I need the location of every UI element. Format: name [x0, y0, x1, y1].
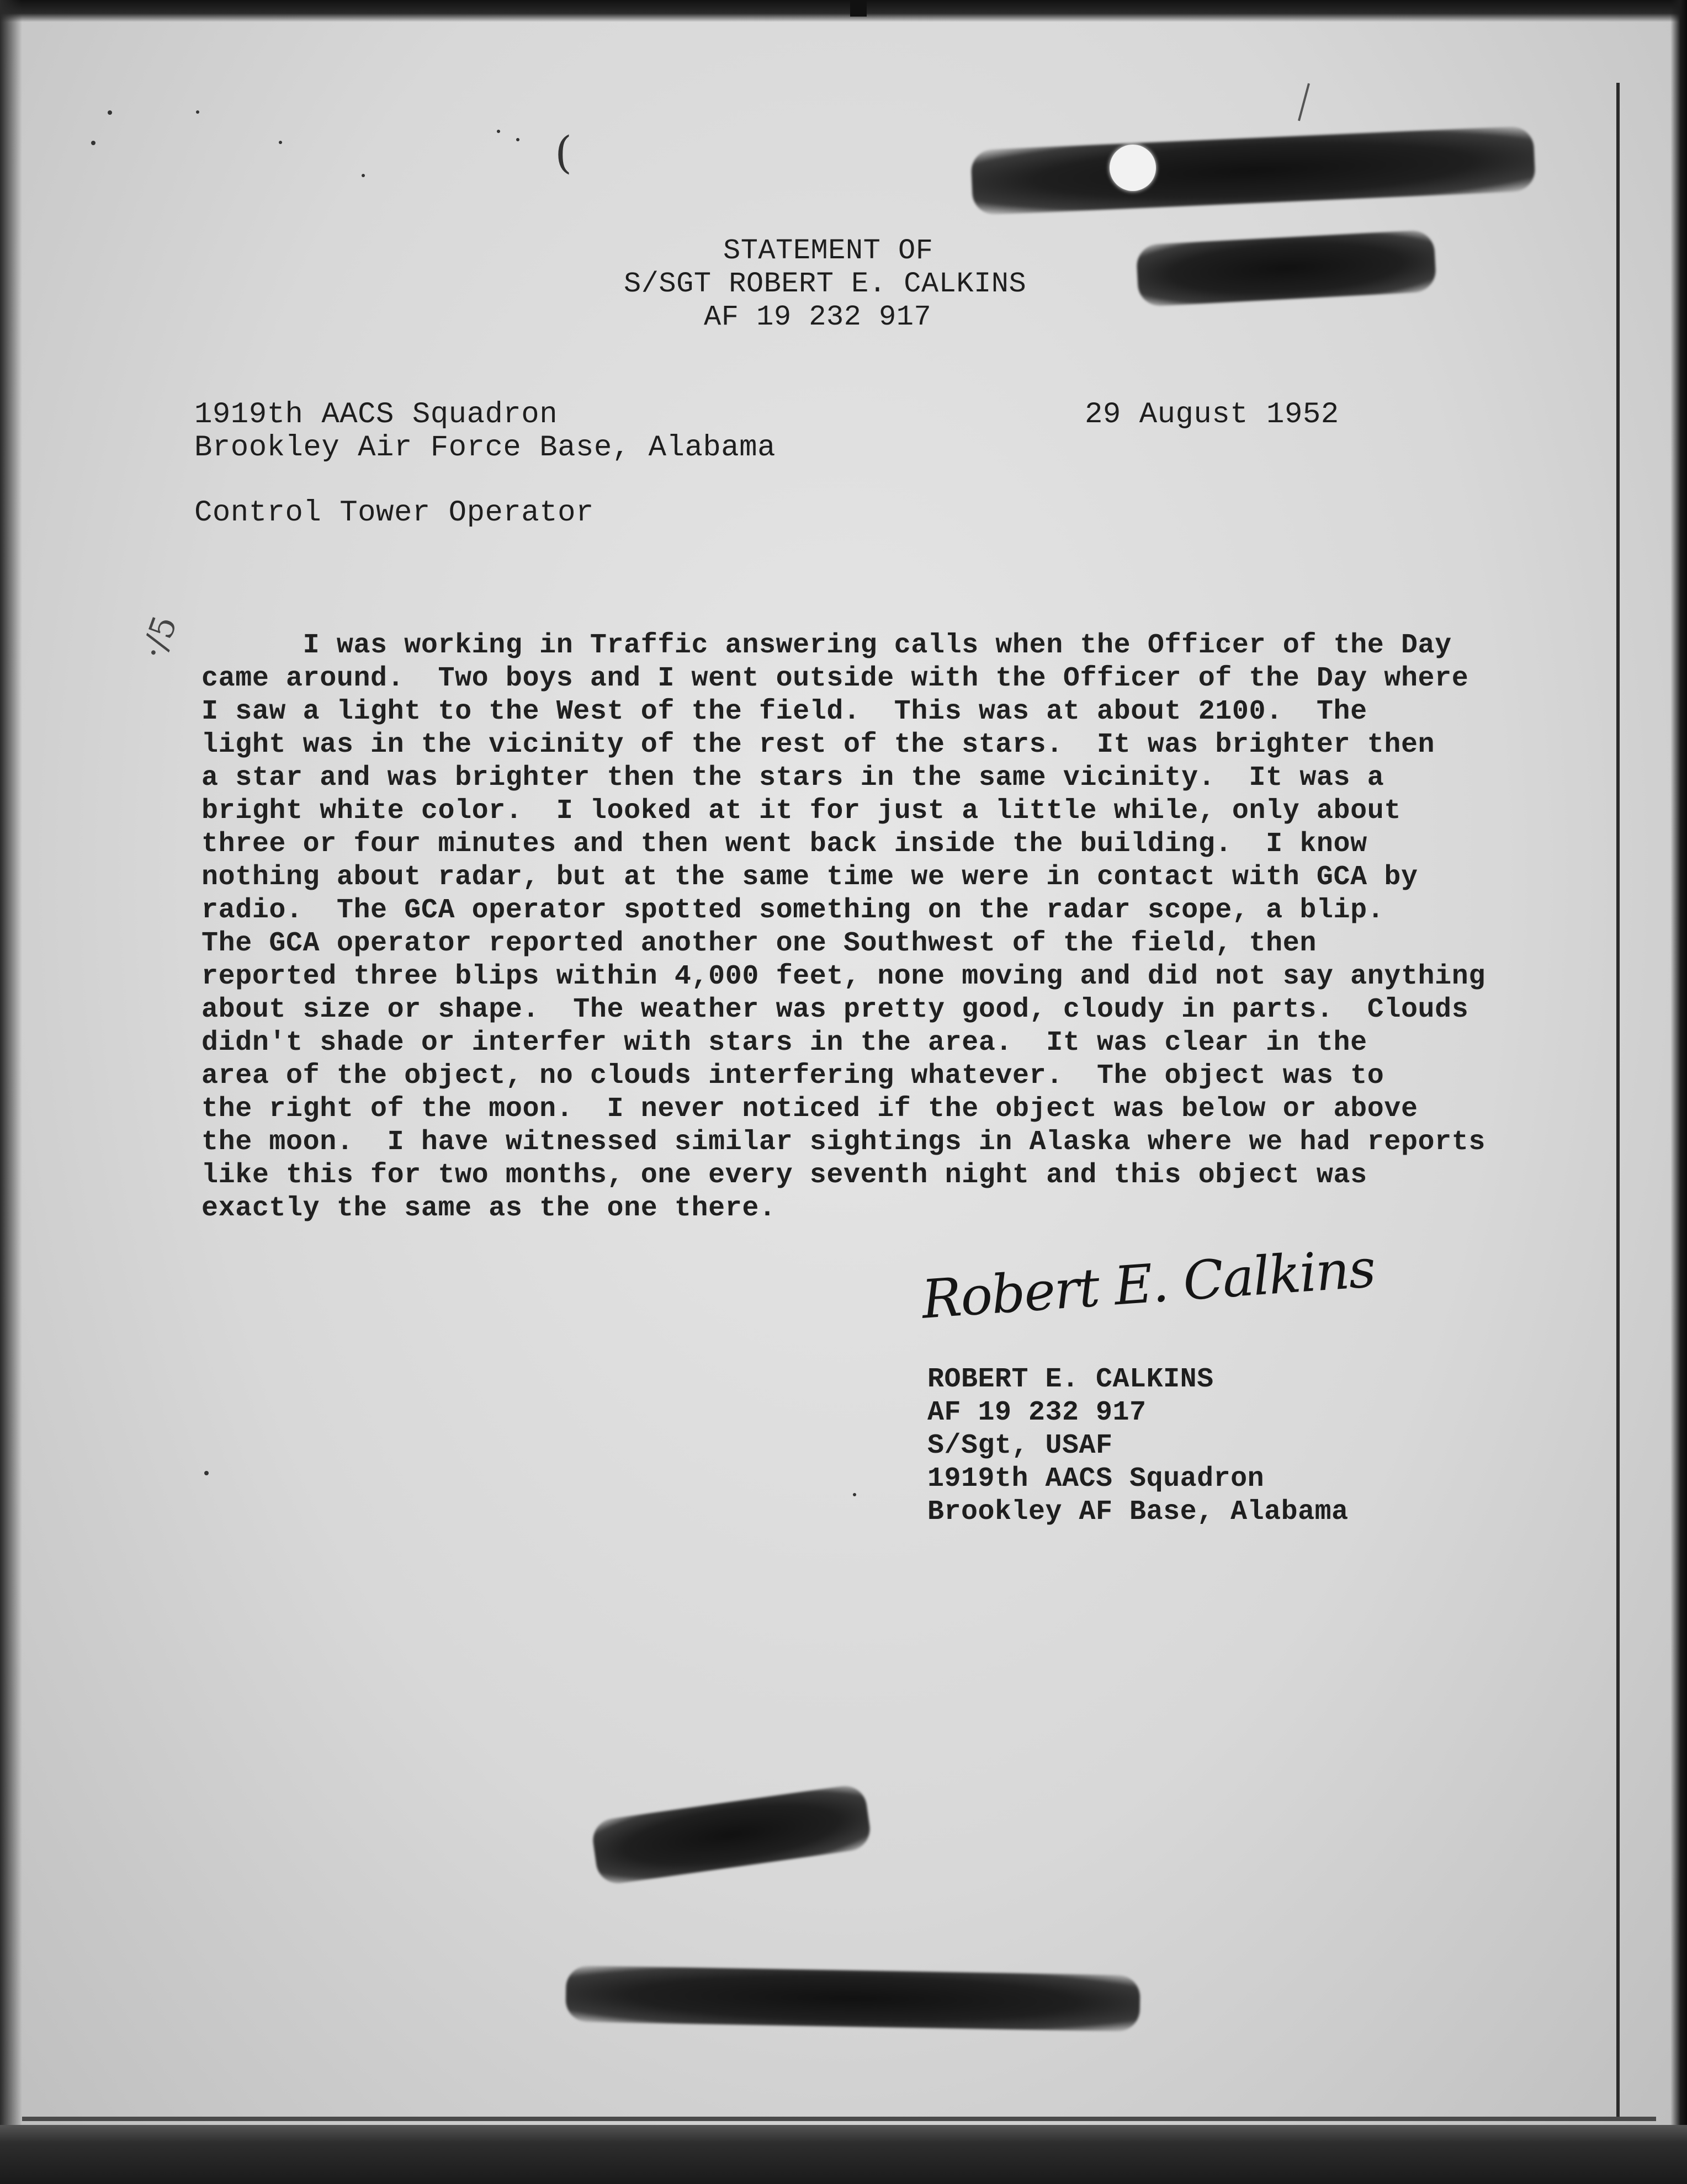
body-line: the moon. I have witnessed similar sightings in Alaska where we had reports	[201, 1126, 1486, 1158]
signer-unit: 1919th AACS Squadron	[927, 1463, 1265, 1495]
body-line: didn't shade or interfer with stars in the area. It was clear in the	[201, 1027, 1367, 1059]
statement-serial-heading: AF 19 232 917	[704, 301, 932, 333]
body-line: The GCA operator reported another one Southwest of the field, then	[201, 928, 1317, 959]
statement-heading: STATEMENT OF	[723, 235, 933, 267]
signature-block	[927, 1363, 1349, 1529]
speck	[204, 1471, 209, 1475]
redaction-mark	[590, 1783, 873, 1886]
signer-name: ROBERT E. CALKINS	[927, 1364, 1214, 1395]
speck	[196, 110, 199, 114]
redaction-mark	[970, 126, 1536, 215]
body-line: a star and was brighter then the stars in the same vicinity. It was a	[201, 762, 1384, 794]
signer-serial: AF 19 232 917	[927, 1397, 1147, 1428]
body-line: the right of the moon. I never noticed if the object was below or above	[201, 1093, 1418, 1125]
speck	[108, 110, 112, 115]
body-line: three or four minutes and then went back inside the building. I know	[201, 828, 1367, 860]
speck	[853, 1493, 856, 1496]
speck	[279, 141, 282, 144]
body-line: I saw a light to the West of the field. This was at about 2100. The	[201, 696, 1367, 727]
punch-hole	[1110, 145, 1156, 191]
speck	[497, 130, 500, 133]
body-line: area of the object, no clouds interfering whatever. The object was to	[201, 1060, 1384, 1092]
body-line: nothing about radar, but at the same time we were in contact with GCA by	[201, 862, 1418, 893]
base-name: Brookley Air Force Base, Alabama	[194, 431, 776, 465]
stray-tick-mark	[1298, 83, 1310, 121]
signer-rank: S/Sgt, USAF	[927, 1430, 1113, 1462]
bottom-margin-rule	[22, 2117, 1656, 2121]
redaction-mark	[565, 1965, 1140, 2032]
film-edge-top	[0, 0, 1687, 22]
body-line: about size or shape. The weather was pretty good, cloudy in parts. Clouds	[201, 994, 1469, 1025]
body-line: reported three blips within 4,000 feet, none moving and did not say anything	[201, 961, 1486, 992]
speck	[516, 138, 519, 141]
film-notch	[850, 0, 867, 17]
body-line: radio. The GCA operator spotted something on the radar scope, a blip.	[201, 895, 1384, 926]
margin-annotation: ·/5	[134, 610, 185, 665]
body-line: light was in the vicinity of the rest of the stars. It was brighter then	[201, 729, 1435, 761]
redaction-mark	[1136, 230, 1436, 307]
signer-base: Brookley AF Base, Alabama	[927, 1496, 1349, 1528]
film-edge-bottom	[0, 2125, 1687, 2184]
position-title: Control Tower Operator	[194, 496, 594, 530]
body-line: I was working in Traffic answering calls when the Officer of the Day	[201, 630, 1452, 661]
right-margin-rule	[1616, 83, 1620, 2119]
body-line: exactly the same as the one there.	[201, 1193, 776, 1224]
speck	[91, 141, 96, 145]
statement-body	[201, 629, 1486, 1225]
speck	[362, 174, 365, 177]
body-line: like this for two months, one every seventh night and this object was	[201, 1160, 1367, 1191]
stray-mark: (	[555, 127, 572, 178]
body-line: came around. Two boys and I went outside with the Officer of the Day where	[201, 663, 1469, 694]
statement-name-heading: S/SGT ROBERT E. CALKINS	[624, 268, 1027, 300]
statement-date: 29 August 1952	[1085, 398, 1339, 432]
film-edge-left	[0, 0, 22, 2184]
body-line: bright white color. I looked at it for just a little while, only about	[201, 795, 1401, 827]
handwritten-signature: Robert E. Calkins	[920, 1237, 1377, 1331]
film-edge-right	[1670, 0, 1687, 2184]
unit-name: 1919th AACS Squadron	[194, 398, 558, 432]
